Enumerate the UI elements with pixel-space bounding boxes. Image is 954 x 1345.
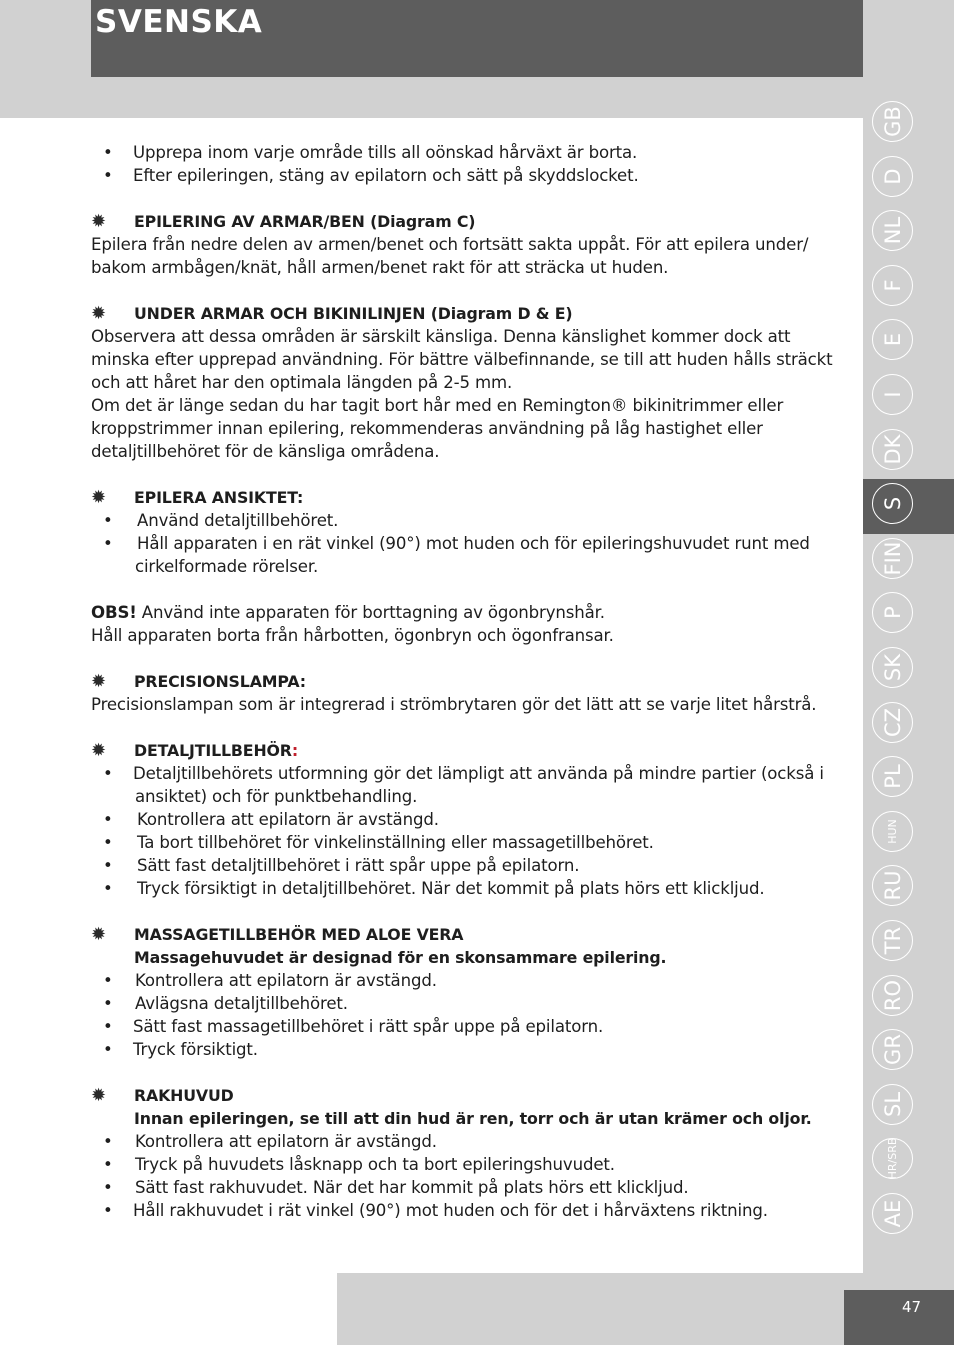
bullet: • [103, 1017, 113, 1036]
language-tab-ru[interactable] [863, 861, 954, 916]
language-tab-f[interactable] [863, 261, 954, 316]
bullet: • [103, 1155, 113, 1174]
section-heading-shaver: ✹ RAKHUVUD [91, 1085, 234, 1106]
language-tab-i[interactable] [863, 370, 954, 425]
tab-label: RU [880, 870, 905, 901]
section-heading-underarms: ✹ UNDER ARMAR OCH BIKINILINJEN (Diagram D & E) [91, 303, 573, 324]
section-heading-arms: ✹ EPILERING AV ARMAR/BEN (Diagram C) [91, 211, 476, 232]
sun-icon: ✹ [91, 303, 106, 324]
paragraph: Observera att dessa områden är särskilt känsliga. Denna känslighet kommer dock att [91, 327, 791, 346]
tab-label: SL [880, 1091, 905, 1117]
tab-label: HR/SRB [885, 1137, 899, 1180]
bullet: • [103, 879, 113, 898]
list-item: • Håll apparaten i en rät vinkel (90°) mot huden och för epileringshuvudet runt med [103, 534, 810, 553]
tab-label: AE [880, 1199, 905, 1228]
language-tab-gr[interactable] [863, 1025, 954, 1080]
language-tab-e[interactable] [863, 315, 954, 370]
tab-label: D [880, 168, 905, 185]
note: OBS! Använd inte apparaten för borttagning av ögonbrynshår. [91, 603, 605, 622]
tab-label: PL [880, 764, 905, 789]
list-item: • Tryck försiktigt in detaljtillbehöret. När det kommit på plats hörs ett klickljud. [103, 879, 765, 898]
bullet: • [103, 166, 113, 185]
tab-label: NL [880, 216, 905, 245]
list-item: • Efter epileringen, stäng av epilatorn och sätt på skyddslocket. [103, 166, 639, 185]
paragraph: Om det är länge sedan du har tagit bort hår med en Remington® bikinitrimmer eller [91, 396, 784, 415]
list-item: • Håll rakhuvudet i rät vinkel (90°) mot huden och för det i hårväxtens riktning. [103, 1201, 768, 1220]
bullet: • [103, 994, 113, 1013]
language-tab-pl[interactable] [863, 752, 954, 807]
footer-panel [0, 1273, 337, 1345]
section-heading-massage: ✹ MASSAGETILLBEHÖR MED ALOE VERA [91, 924, 464, 945]
list-item: • Tryck försiktigt. [103, 1040, 258, 1059]
bullet: • [103, 971, 113, 990]
tab-label: CZ [880, 707, 905, 737]
tab-label: F [880, 279, 905, 292]
language-tab-hr-srb[interactable] [863, 1134, 954, 1189]
list-item: • Kontrollera att epilatorn är avstängd. [103, 1132, 437, 1151]
language-tab-gb[interactable] [863, 97, 954, 152]
language-tab-sl[interactable] [863, 1080, 954, 1135]
language-tab-sk[interactable] [863, 643, 954, 698]
list-item-continuation: ansiktet) och för punktbehandling. [135, 787, 418, 806]
language-tabs [863, 97, 954, 1243]
bullet: • [103, 534, 113, 553]
tab-label: E [880, 333, 905, 347]
list-item: • Sätt fast rakhuvudet. När det har kommit på plats hörs ett klickljud. [103, 1178, 689, 1197]
list-item: • Kontrollera att epilatorn är avstängd. [103, 971, 437, 990]
tab-label: S [880, 496, 905, 511]
list-item: • Sätt fast massagetillbehöret i rätt spår uppe på epilatorn. [103, 1017, 604, 1036]
list-item: • Sätt fast detaljtillbehöret i rätt spår uppe på epilatorn. [103, 856, 580, 875]
bullet: • [103, 1178, 113, 1197]
section-subheading: Innan epileringen, se till att din hud är ren, torr och är utan krämer och oljor. [134, 1109, 812, 1128]
tab-label: HUN [885, 818, 899, 844]
tab-label: TR [880, 926, 905, 955]
tab-label: I [880, 391, 905, 398]
language-tab-ae[interactable] [863, 1189, 954, 1244]
paragraph: Epilera från nedre delen av armen/benet och fortsätt sakta uppåt. För att epilera under/ [91, 235, 809, 254]
list-item: • Använd detaljtillbehöret. [103, 511, 339, 530]
section-heading-face: ✹ EPILERA ANSIKTET: [91, 487, 304, 508]
header-bar [91, 0, 863, 77]
sun-icon: ✹ [91, 924, 106, 945]
bullet: • [103, 511, 113, 530]
language-tab-p[interactable] [863, 588, 954, 643]
sun-icon: ✹ [91, 1085, 106, 1106]
sun-icon: ✹ [91, 740, 106, 761]
paragraph: Håll apparaten borta från hårbotten, ögonbryn och ögonfransar. [91, 626, 614, 645]
language-tab-cz[interactable] [863, 698, 954, 753]
sun-icon: ✹ [91, 211, 106, 232]
bullet: • [103, 143, 113, 162]
sun-icon: ✹ [91, 671, 106, 692]
language-tab-hun[interactable] [863, 807, 954, 862]
list-item: • Kontrollera att epilatorn är avstängd. [103, 810, 439, 829]
tab-label: DK [880, 434, 905, 465]
section-subheading: Massagehuvudet är designad för en skonsammare epilering. [134, 948, 667, 967]
bullet: • [103, 764, 113, 783]
language-tab-fin[interactable] [863, 534, 954, 589]
bullet: • [103, 1201, 113, 1220]
bullet: • [103, 1132, 113, 1151]
tab-label: P [880, 606, 905, 620]
language-tab-nl[interactable] [863, 206, 954, 261]
paragraph: detaljtillbehöret för de känsliga områdena. [91, 442, 440, 461]
list-item: • Detaljtillbehörets utformning gör det lämpligt att använda på mindre partier (också i [103, 764, 824, 783]
bullet: • [103, 833, 113, 852]
list-item: • Avlägsna detaljtillbehöret. [103, 994, 348, 1013]
paragraph: Precisionslampan som är integrerad i strömbrytaren gör det lätt att se varje litet hårstrå. [91, 695, 817, 714]
main-content [91, 141, 851, 1222]
list-item-continuation: cirkelformade rörelser. [135, 557, 319, 576]
paragraph: kroppstrimmer innan epilering, rekommenderas användning på låg hastighet eller [91, 419, 763, 438]
language-tab-d[interactable] [863, 152, 954, 207]
language-tab-tr[interactable] [863, 916, 954, 971]
tab-label: SK [880, 653, 905, 681]
page-title: SVENSKA [95, 4, 263, 40]
language-tab-ro[interactable] [863, 971, 954, 1026]
list-item: • Upprepa inom varje område tills all oönskad hårväxt är borta. [103, 143, 638, 162]
tab-label: GB [880, 106, 905, 137]
bullet: • [103, 856, 113, 875]
section-heading-detail: ✹ DETALJTILLBEHÖR: [91, 740, 298, 761]
list-item: • Ta bort tillbehöret för vinkelinställning eller massagetillbehöret. [103, 833, 654, 852]
tab-label: RO [880, 979, 905, 1011]
page-number: 47 [902, 1298, 922, 1316]
bullet: • [103, 1040, 113, 1059]
language-tab-s[interactable] [863, 479, 954, 534]
paragraph: minska efter upprepad användning. För bättre välbefinnande, se till att huden hålls sträckt [91, 350, 833, 369]
tab-label: GR [880, 1034, 905, 1066]
tab-label: FIN [880, 541, 905, 576]
paragraph: bakom armbågen/knät, håll armen/benet rakt för att sträcka ut huden. [91, 258, 669, 277]
list-item: • Tryck på huvudets låsknapp och ta bort epileringshuvudet. [103, 1155, 615, 1174]
paragraph: och att håret har den optimala längden på 2-5 mm. [91, 373, 513, 392]
page-number-box [844, 1290, 954, 1345]
section-heading-lamp: ✹ PRECISIONSLAMPA: [91, 671, 306, 692]
language-tab-dk[interactable] [863, 425, 954, 480]
bullet: • [103, 810, 113, 829]
sun-icon: ✹ [91, 487, 106, 508]
